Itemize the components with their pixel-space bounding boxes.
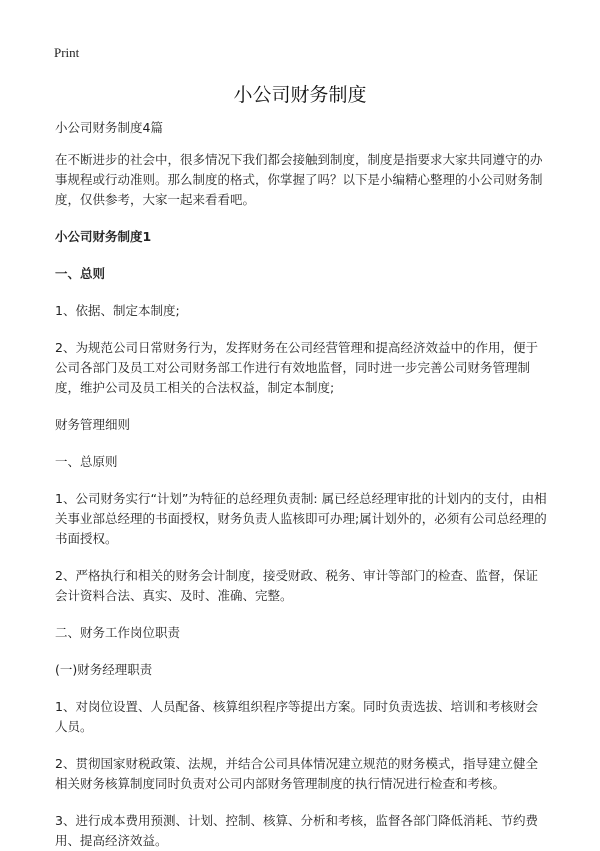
manager-duties-heading: (一)财务经理职责: [55, 662, 153, 677]
document-title: 小公司财务制度: [233, 84, 367, 106]
print-link[interactable]: Print: [54, 45, 80, 60]
intro-paragraph: 在不断进步的社会中，很多情况下我们都会接触到制度，制度是指要求大家共同遵守的办事规程或行动准则。那么制度的格式，你掌握了吗？以下是小编精心整理的小公司财务制度，仅供参考，大家一起来看看吧。: [55, 152, 543, 207]
document-subtitle: 小公司财务制度4篇: [55, 120, 163, 135]
principle-2: 2、严格执行和相关的财务会计制度，接受财政、税务、审计等部门的检查、监督，保证会计资料合法、真实、及时、准确、完整。: [55, 568, 538, 603]
rules-title: 财务管理细则: [55, 417, 131, 432]
principle-1: 1、公司财务实行“计划”为特征的总经理负责制: 属已经总经理审批的计划内的支付，由相关事业部总经理的书面授权，财务负责人监核即可办理;属计划外的，必须有公司总经理的书面授权。: [55, 491, 547, 546]
part-heading-general: 一、总则: [55, 266, 106, 281]
manager-duty-3: 3、进行成本费用预测、计划、控制、核算、分析和考核，监督各部门降低消耗、节约费用、提高经济效益。: [55, 813, 538, 848]
section-heading-1: 小公司财务制度1: [55, 229, 152, 244]
manager-duty-1: 1、对岗位设置、人员配备、核算组织程序等提出方案。同时负责选拔、培训和考核财会人员。: [55, 699, 538, 734]
duties-heading: 二、财务工作岗位职责: [55, 625, 181, 640]
document-body: [55, 118, 547, 851]
paragraph-basis: 1、依据、制定本制度;: [55, 303, 180, 318]
paragraph-purpose: 2、为规范公司日常财务行为，发挥财务在公司经营管理和提高经济效益中的作用，便于公司各部门及员工对公司财务部工作进行有效地监督，同时进一步完善公司财务管理制度，维护公司及员工相关的合法权益，制定本制度;: [55, 340, 538, 395]
manager-duty-2: 2、贯彻国家财税政策、法规，并结合公司具体情况建立规范的财务模式，指导建立健全相关财务核算制度同时负责对公司内部财务管理制度的执行情况进行检查和考核。: [55, 756, 538, 791]
principles-heading: 一、总原则: [55, 454, 118, 469]
